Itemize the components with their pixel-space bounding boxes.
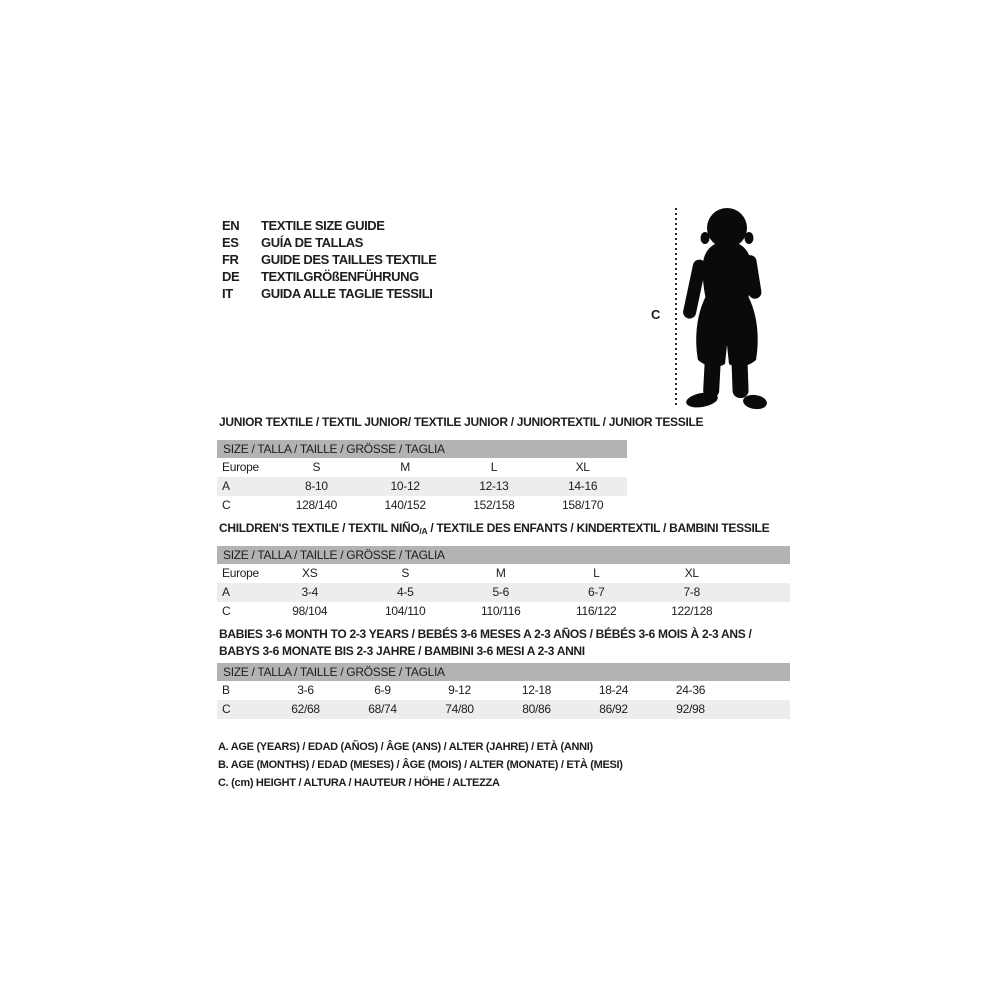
table-cell: 4-5: [397, 585, 414, 599]
measure-legend: [218, 738, 623, 792]
title-text: / TEXTILE DES ENFANTS / KINDERTEXTIL / BAMBINI TESSILE: [427, 521, 770, 535]
table-cell: 122/128: [671, 604, 713, 618]
height-measure-dotted-line: [675, 208, 677, 408]
language-code: FR: [222, 252, 239, 267]
row-label: Europe: [222, 460, 259, 474]
table-cell: 74/80: [445, 702, 474, 716]
table-cell: S: [312, 460, 321, 474]
table-cell: 10-12: [390, 479, 420, 493]
table-cell: M: [400, 460, 410, 474]
table-cell: 9-12: [448, 683, 471, 697]
table-cell: 12-18: [521, 683, 552, 697]
table-cell: 62/68: [291, 702, 320, 716]
table-cell: 6-7: [588, 585, 605, 599]
legend-line-c: C. (cm) HEIGHT / ALTURA / HAUTEUR / HÖHE / ALTEZZA: [218, 777, 500, 789]
table-cell: XL: [684, 566, 699, 580]
table-cell: 14-16: [568, 479, 598, 493]
row-label: A: [222, 585, 230, 599]
table-row: [217, 700, 790, 719]
table-row: [217, 583, 790, 602]
table-cell: L: [593, 566, 600, 580]
language-title: GUÍA DE TALLAS: [261, 235, 364, 250]
table-row: [217, 458, 627, 477]
table-row: [217, 602, 790, 621]
table-cell: 98/104: [292, 604, 328, 618]
row-label: B: [222, 683, 230, 697]
table-row: [217, 496, 627, 515]
height-measure-label: C: [651, 307, 661, 322]
table-cell: 104/110: [385, 604, 426, 618]
table-cell: 8-10: [304, 479, 328, 493]
table-row: [217, 477, 627, 496]
row-label: Europe: [222, 566, 259, 580]
language-code: EN: [222, 218, 240, 233]
title-line-1: BABIES 3-6 MONTH TO 2-3 YEARS / BEBÉS 3-6 MESES A 2-3 AÑOS / BÉBÉS 3-6 MOIS À 2-3 ANS /: [219, 627, 752, 641]
language-code: ES: [222, 235, 239, 250]
language-row-de: [222, 268, 436, 285]
babies-textile-table: [217, 626, 790, 719]
table-cell: 12-13: [479, 479, 509, 493]
table-cell: 86/92: [599, 702, 628, 716]
language-row-it: [222, 285, 436, 302]
row-label: C: [222, 498, 231, 512]
title-line-2: BABYS 3-6 MONATE BIS 2-3 JAHRE / BAMBINI 3-6 MESI A 2-3 ANNI: [219, 644, 585, 658]
table-cell: 152/158: [473, 498, 515, 512]
table-cell: 5-6: [492, 585, 509, 599]
table-cell: XL: [575, 460, 590, 474]
table-cell: 3-4: [301, 585, 318, 599]
language-row-es: [222, 234, 436, 251]
row-label: A: [222, 479, 230, 493]
table-cell: 24-36: [675, 683, 706, 697]
table-title: [217, 626, 790, 660]
row-label: C: [222, 702, 231, 716]
size-header-bar: SIZE / TALLA / TAILLE / GRÖSSE / TAGLIA: [217, 440, 627, 458]
language-title: GUIDA ALLE TAGLIE TESSILI: [261, 286, 433, 301]
language-title: TEXTILGRÖßENFÜHRUNG: [261, 269, 419, 284]
junior-textile-table: [217, 414, 704, 515]
table-cell: 7-8: [683, 585, 700, 599]
language-title: GUIDE DES TAILLES TEXTILE: [261, 252, 437, 267]
table-cell: 128/140: [295, 498, 338, 512]
legend-line-b: B. AGE (MONTHS) / EDAD (MESES) / ÂGE (MOIS) / ALTER (MONATE) / ETÀ (MESI): [218, 759, 623, 771]
table-cell: 80/86: [522, 702, 551, 716]
title-subscript: /A: [419, 526, 428, 536]
table-cell: 3-6: [297, 683, 314, 697]
language-title: TEXTILE SIZE GUIDE: [261, 218, 385, 233]
table-row: [217, 564, 790, 583]
toddler-silhouette: [681, 203, 773, 411]
table-cell: 140/152: [384, 498, 426, 512]
legend-line-a: A. AGE (YEARS) / EDAD (AÑOS) / ÂGE (ANS) / ALTER (JAHRE) / ETÀ (ANNI): [218, 741, 593, 753]
table-cell: 158/170: [561, 498, 604, 512]
table-cell: 18-24: [598, 683, 629, 697]
language-row-fr: [222, 251, 436, 268]
size-header-bar: SIZE / TALLA / TAILLE / GRÖSSE / TAGLIA: [217, 546, 790, 564]
table-cell: L: [490, 460, 498, 474]
table-title: JUNIOR TEXTILE / TEXTIL JUNIOR/ TEXTILE JUNIOR / JUNIORTEXTIL / JUNIOR TESSILE: [219, 415, 704, 429]
table-cell: M: [495, 566, 506, 580]
title-text: CHILDREN'S TEXTILE / TEXTIL NIÑO: [219, 521, 420, 535]
language-title-list: [222, 217, 436, 302]
size-header-bar: SIZE / TALLA / TAILLE / GRÖSSE / TAGLIA: [217, 663, 790, 681]
childrens-textile-table: [217, 520, 790, 621]
table-row: [217, 681, 790, 700]
table-title: [217, 520, 790, 538]
table-cell: 68/74: [368, 702, 397, 716]
row-label: C: [222, 604, 231, 618]
table-cell: 6-9: [374, 683, 391, 697]
table-cell: XS: [302, 566, 318, 580]
language-code: IT: [222, 286, 233, 301]
table-cell: 92/98: [676, 702, 705, 716]
table-cell: 116/122: [576, 604, 617, 618]
table-cell: S: [401, 566, 410, 580]
table-cell: 110/116: [481, 604, 521, 618]
language-row-en: [222, 217, 436, 234]
language-code: DE: [222, 269, 240, 284]
